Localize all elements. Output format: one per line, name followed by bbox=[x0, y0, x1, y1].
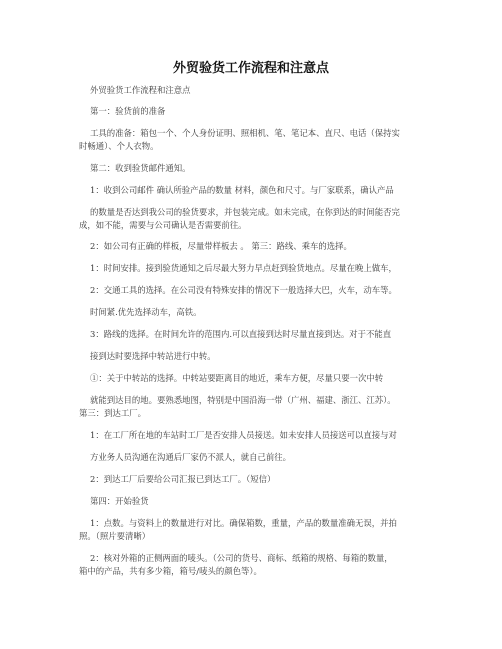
paragraph-line: ①：关于中转站的选择。中转站要距离目的地近，乘车方便，尽量只要一次中转 bbox=[90, 373, 384, 383]
paragraph-line: 1：点数。与资料上的数量进行对比。确保箱数，重量，产品的数量准确无误，并拍 bbox=[90, 518, 397, 528]
paragraph-line: 3：路线的选择。在时间允许的范围内.可以直接到达时尽量直接到达。对于不能直 bbox=[90, 329, 392, 339]
paragraph-line: 1：收到公司邮件 确认所验产品的数量 材料，颜色和尺寸。与厂家联系，确认产品 bbox=[90, 185, 394, 195]
section-heading-4: 第四：开始验货 bbox=[90, 496, 149, 506]
document-title: 外贸验货工作流程和注意点 bbox=[172, 61, 329, 76]
paragraph-line: 1：时间安排。接到验货通知之后尽最大努力早点赶到验货地点。尽量在晚上做车， bbox=[90, 263, 397, 273]
paragraph-line: 方业务人员沟通在沟通后厂家仍不派人，就自己前往。 bbox=[90, 452, 291, 462]
section-heading-1: 第一：验货前的准备 bbox=[90, 106, 166, 116]
paragraph-line: 2：如公司有正确的样板，尽量带样板去 。 第三：路线、乘车的选择。 bbox=[90, 241, 352, 251]
paragraph-line: 2：交通工具的选择。在公司没有特殊安排的情况下一般选择大巴，火车，动车等。 bbox=[90, 285, 397, 295]
paragraph-line: 箱中的产品，共有多少箱，箱号/唛头的颜色等）。 bbox=[79, 566, 262, 576]
paragraph-line: 2：到达工厂后要给公司汇报已到达工厂。（短信） bbox=[90, 474, 276, 484]
paragraph-line: 照。（照片要清晰） bbox=[79, 531, 151, 541]
paragraph-line: 成，如不能，需要与公司确认是否需要前往。 bbox=[79, 220, 247, 230]
paragraph-line: 时畅通）、个人衣物。 bbox=[79, 141, 159, 151]
paragraph-line: 接到达时要选择中转站进行中转。 bbox=[90, 351, 216, 361]
section-heading-3: 第三：到达工厂。 bbox=[79, 408, 146, 418]
paragraph-line: 就能到达目的地。要熟悉地图，特别是中国沿海一带（广州、福建、浙江、江苏）。 bbox=[90, 395, 396, 405]
paragraph-line: 时间紧.优先选择动车，高铁。 bbox=[90, 307, 202, 317]
paragraph-line: 2：核对外箱的正侧两面的唛头。（公司的货号、商标、纸箱的规格、每箱的数量， bbox=[90, 553, 393, 563]
paragraph-line: 工具的准备：箱包一个、个人身份证明、照相机、笔、笔记本、直尺、电话（保持实 bbox=[90, 128, 400, 138]
paragraph-line: 的数量是否达到我公司的验货要求，并包装完成。如未完成，在你到达的时间能否完 bbox=[90, 207, 400, 217]
subtitle-line: 外贸验货工作流程和注意点 bbox=[90, 85, 191, 95]
section-heading-2: 第二：收到验货邮件通知。 bbox=[90, 163, 191, 173]
paragraph-line: 1：在工厂所在地的车站时工厂是否安排人员接送。如未安排人员接送可以直接与对 bbox=[90, 430, 397, 440]
